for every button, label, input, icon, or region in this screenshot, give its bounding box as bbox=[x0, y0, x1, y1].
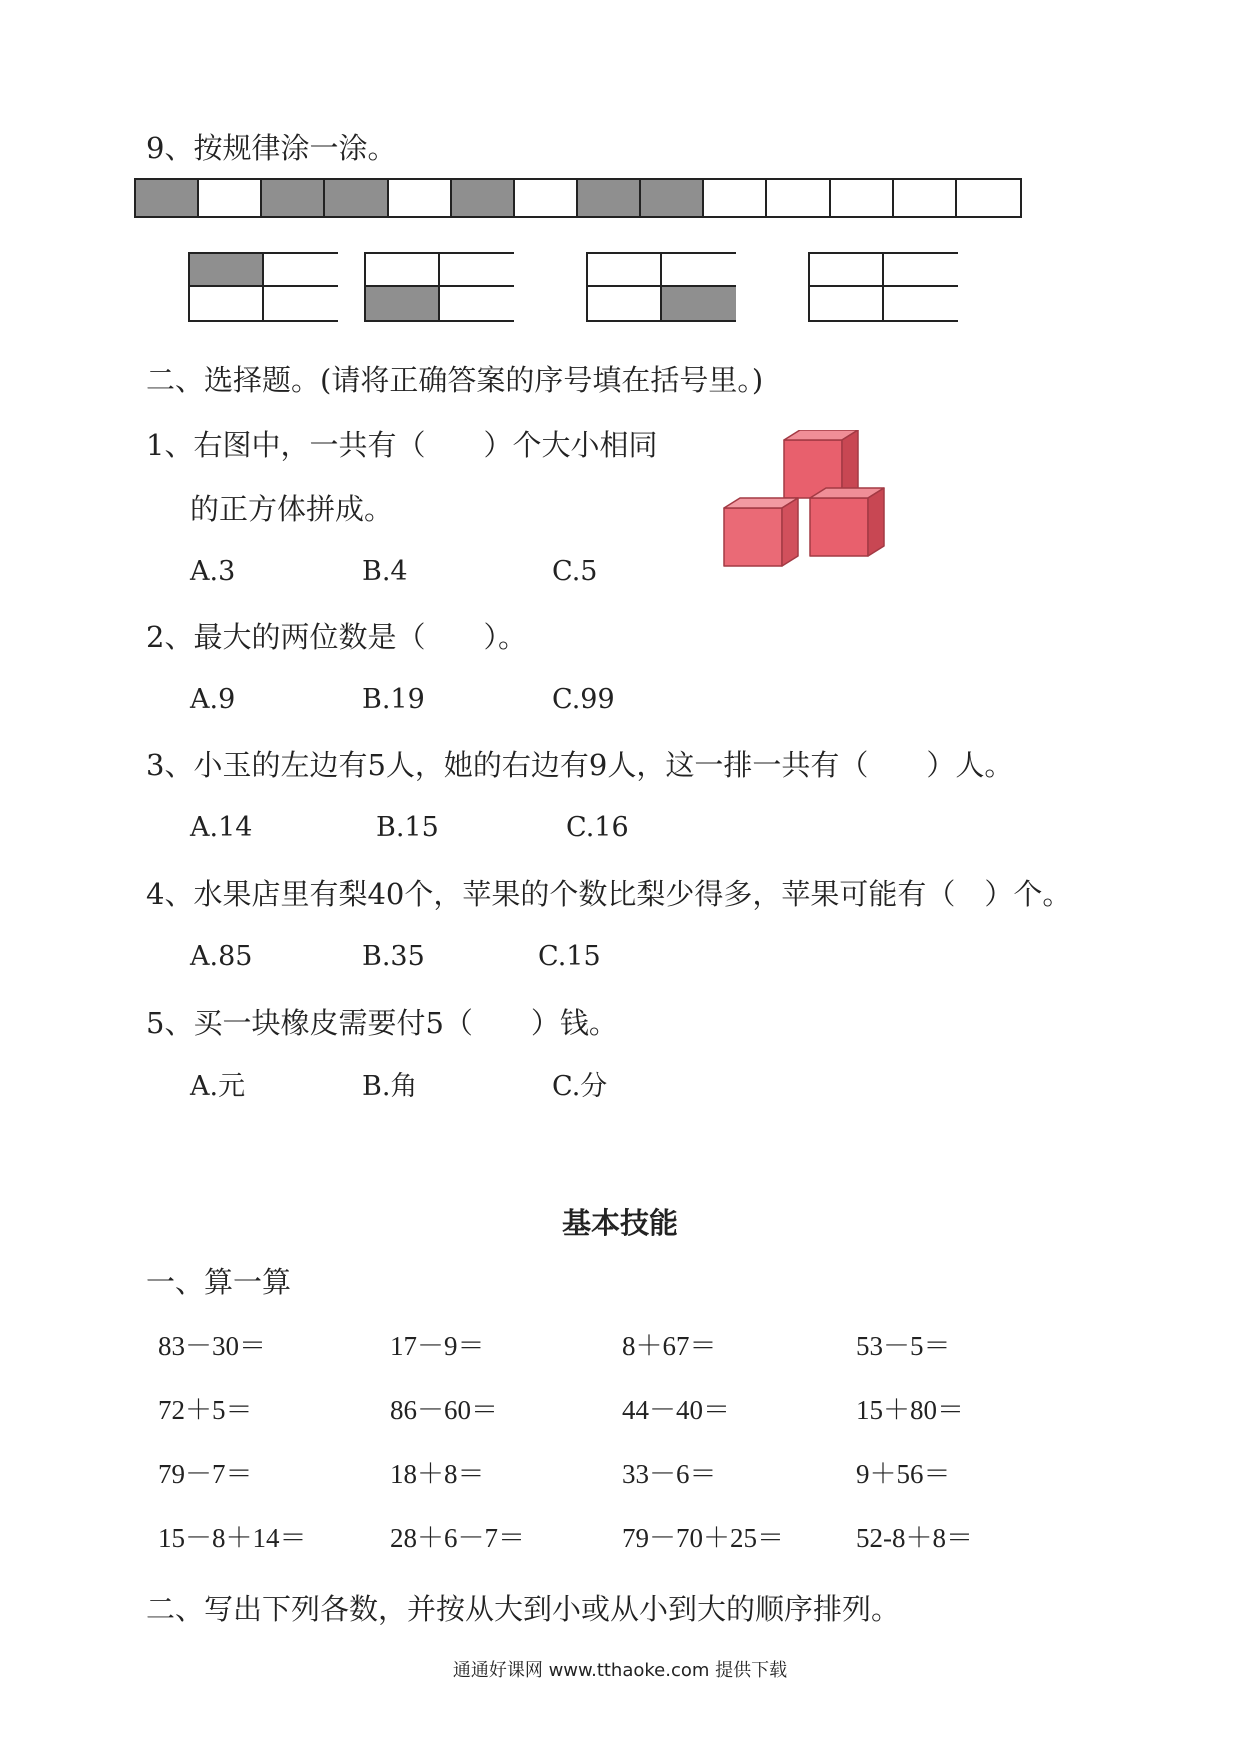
calc-expression: 79－70＋25＝ bbox=[622, 1523, 784, 1553]
q5-option-a: A.元 bbox=[190, 1071, 246, 1102]
calc-section-title: 一、算一算 bbox=[146, 1265, 292, 1299]
grid-square bbox=[810, 254, 884, 287]
grid-square bbox=[190, 287, 264, 320]
pattern-grid bbox=[808, 252, 958, 322]
strip-cell bbox=[199, 180, 262, 216]
cube-left bbox=[724, 498, 798, 566]
grid-square bbox=[440, 287, 514, 320]
calc-expression: 8＋67＝ bbox=[622, 1331, 717, 1361]
strip-cell bbox=[578, 180, 641, 216]
strip-cell bbox=[894, 180, 957, 216]
q1-option-c: C.5 bbox=[552, 556, 598, 587]
cube-figure bbox=[716, 430, 906, 582]
strip-cell bbox=[515, 180, 578, 216]
grid-square bbox=[884, 254, 958, 287]
q1-option-b: B.4 bbox=[362, 556, 408, 587]
strip-cell bbox=[452, 180, 515, 216]
grid-square bbox=[366, 287, 440, 320]
grid-square bbox=[190, 254, 264, 287]
grid-square bbox=[662, 287, 736, 320]
q3-option-a: A.14 bbox=[190, 812, 253, 843]
strip-cell bbox=[389, 180, 452, 216]
grid-square bbox=[662, 254, 736, 287]
choice-section-title: 二、选择题。(请将正确答案的序号填在括号里。) bbox=[146, 363, 764, 397]
q3-option-b: B.15 bbox=[376, 812, 439, 843]
strip-cell bbox=[641, 180, 704, 216]
calc-expression: 9＋56＝ bbox=[856, 1459, 951, 1489]
q9-title: 9、按规律涂一涂。 bbox=[146, 131, 397, 165]
calc-expression: 79－7＝ bbox=[158, 1459, 253, 1489]
grid-square bbox=[264, 287, 338, 320]
pattern-grid bbox=[188, 252, 338, 322]
strip-cell bbox=[136, 180, 199, 216]
strip-cell bbox=[767, 180, 830, 216]
calc-expression: 72＋5＝ bbox=[158, 1395, 253, 1425]
strip-cell bbox=[831, 180, 894, 216]
calc-expression: 15＋80＝ bbox=[856, 1395, 964, 1425]
pattern-strip bbox=[134, 178, 1022, 218]
calc-expression: 86－60＝ bbox=[390, 1395, 498, 1425]
q4-option-c: C.15 bbox=[538, 941, 601, 972]
grid-square bbox=[884, 287, 958, 320]
calc-expression: 17－9＝ bbox=[390, 1331, 485, 1361]
q4-option-b: B.35 bbox=[362, 941, 425, 972]
q1-option-a: A.3 bbox=[190, 556, 236, 587]
q5-option-b: B.角 bbox=[362, 1071, 418, 1102]
grid-square bbox=[440, 254, 514, 287]
strip-cell bbox=[262, 180, 325, 216]
strip-cell bbox=[325, 180, 388, 216]
skills-heading: 基本技能 bbox=[561, 1206, 678, 1240]
grid-square bbox=[588, 287, 662, 320]
grid-square bbox=[366, 254, 440, 287]
q1-line1: 1、右图中，一共有（ ）个大小相同 bbox=[146, 428, 658, 462]
calc-expression: 33－6＝ bbox=[622, 1459, 717, 1489]
grid-square bbox=[810, 287, 884, 320]
strip-cell bbox=[957, 180, 1020, 216]
ordering-section-title: 二、写出下列各数，并按从大到小或从小到大的顺序排列。 bbox=[146, 1592, 901, 1626]
q2-option-c: C.99 bbox=[552, 684, 615, 715]
q3-text: 3、小玉的左边有5人，她的右边有9人，这一排一共有（ ）人。 bbox=[146, 748, 1014, 782]
calc-expression: 52-8＋8＝ bbox=[856, 1523, 973, 1553]
cube-right bbox=[810, 488, 884, 556]
calc-expression: 83－30＝ bbox=[158, 1331, 266, 1361]
q2-option-a: A.9 bbox=[190, 684, 236, 715]
q2-text: 2、最大的两位数是（ ）。 bbox=[146, 620, 527, 654]
q3-option-c: C.16 bbox=[566, 812, 629, 843]
footer-credit: 通通好课网 www.tthaoke.com 提供下载 bbox=[452, 1660, 788, 1681]
q4-option-a: A.85 bbox=[190, 941, 253, 972]
grid-square bbox=[264, 254, 338, 287]
calc-expression: 44－40＝ bbox=[622, 1395, 730, 1425]
pattern-grid bbox=[586, 252, 736, 322]
strip-cell bbox=[704, 180, 767, 216]
calc-expression: 28＋6－7＝ bbox=[390, 1523, 525, 1553]
q1-line2: 的正方体拼成。 bbox=[190, 492, 394, 526]
pattern-grid bbox=[364, 252, 514, 322]
calc-expression: 53－5＝ bbox=[856, 1331, 951, 1361]
q4-text: 4、水果店里有梨40个，苹果的个数比梨少得多，苹果可能有（ ）个。 bbox=[146, 877, 1072, 911]
q5-option-c: C.分 bbox=[552, 1071, 608, 1102]
calc-expression: 18＋8＝ bbox=[390, 1459, 485, 1489]
grid-square bbox=[588, 254, 662, 287]
q2-option-b: B.19 bbox=[362, 684, 425, 715]
calc-expression: 15－8＋14＝ bbox=[158, 1523, 307, 1553]
q5-text: 5、买一块橡皮需要付5（ ）钱。 bbox=[146, 1006, 618, 1040]
